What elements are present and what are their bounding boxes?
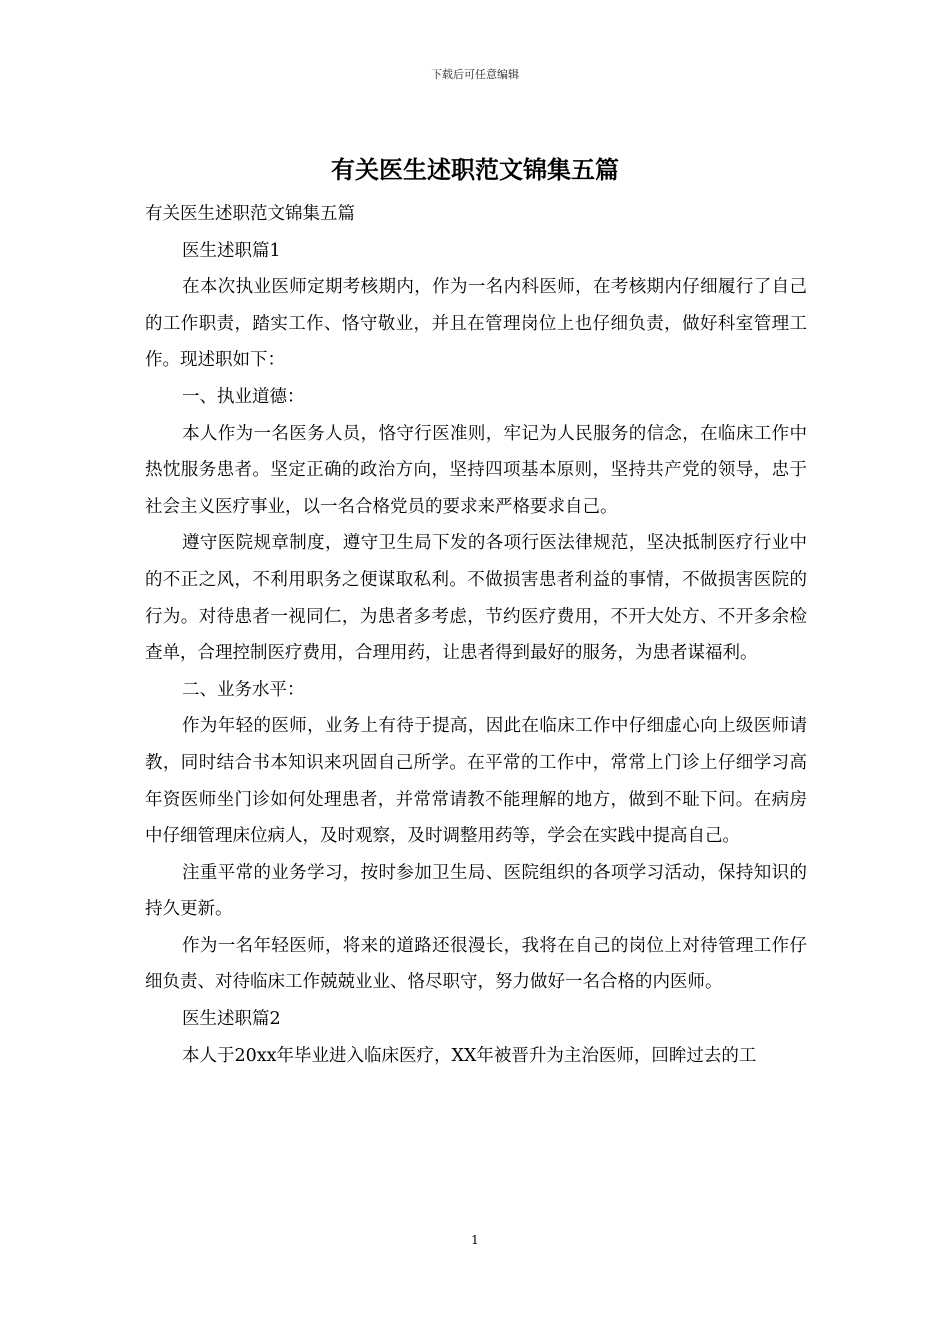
body-paragraph: 在本次执业医师定期考核期内，作为一名内科医师，在考核期内仔细履行了自己的工作职责，踏实工作、恪守敬业，并且在管理岗位上也仔细负责，做好科室管理工作。现述职如下：: [145, 277, 807, 371]
section-heading-1: 医生述职篇1: [182, 240, 281, 261]
subsection-heading: 一、执业道德：: [182, 386, 305, 407]
subtitle-paragraph: 有关医生述职范文锦集五篇: [145, 204, 355, 224]
page-number: 1: [471, 1233, 479, 1247]
body-paragraph: 作为一名年轻医师，将来的道路还很漫长，我将在自己的岗位上对待管理工作仔细负责、对待临床工作兢兢业业、恪尽职守，努力做好一名合格的内医师。: [145, 935, 807, 993]
body-paragraph: 本人作为一名医务人员，恪守行医准则，牢记为人民服务的信念，在临床工作中热忱服务患者。坚定正确的政治方向，坚持四项基本原则，坚持共产党的领导，忠于社会主义医疗事业，以一名合格党员的要求来严格要求自己。: [145, 423, 807, 517]
document-title: 有关医生述职范文锦集五篇: [331, 155, 619, 184]
body-paragraph: 注重平常的业务学习，按时参加卫生局、医院组织的各项学习活动，保持知识的持久更新。: [145, 862, 807, 920]
body-paragraph: 遵守医院规章制度，遵守卫生局下发的各项行医法律规范，坚决抵制医疗行业中的不正之风，不利用职务之便谋取私利。不做损害患者利益的事情，不做损害医院的行为。对待患者一视同仁，为患者多考虑，节约医疗费用，不开大处方、不开多余检查单，合理控制医疗费用，合理用药，让患者得到最好的服务，为患者谋福利。: [145, 533, 807, 664]
body-paragraph: 作为年轻的医师，业务上有待于提高，因此在临床工作中仔细虚心向上级医师请教，同时结合书本知识来巩固自己所学。在平常的工作中，常常上门诊上仔细学习高年资医师坐门诊如何处理患者，并常常请教不能理解的地方，做到不耻下问。在病房中仔细管理床位病人，及时观察，及时调整用药等，学会在实践中提高自己。: [145, 716, 807, 847]
header-note: 下载后可任意编辑: [431, 68, 519, 81]
section-heading-2: 医生述职篇2: [182, 1009, 281, 1030]
body-paragraph: 本人于20xx年毕业进入临床医疗，XX年被晋升为主治医师，回眸过去的工: [182, 1045, 757, 1066]
document-body: [145, 196, 807, 1074]
subsection-heading: 二、业务水平：: [182, 679, 305, 700]
